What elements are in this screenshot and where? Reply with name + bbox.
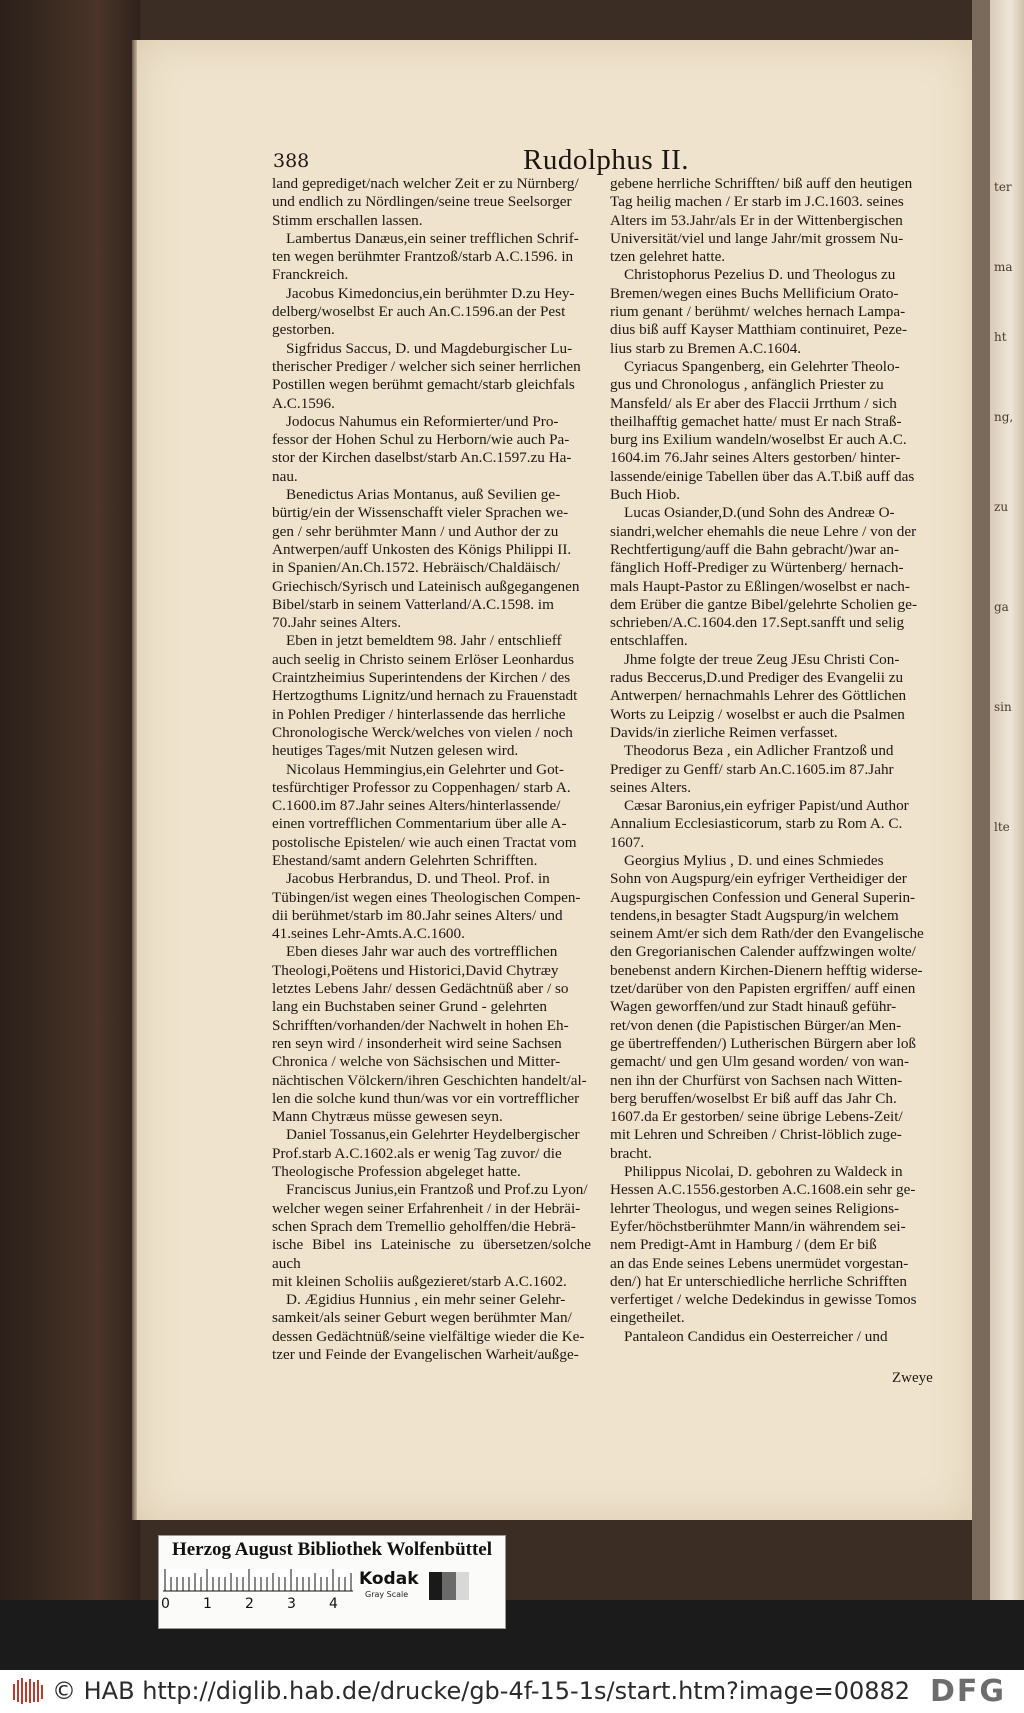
paragraph: Jhme folgte der treue Zeug JEsu Christi Con- radus Beccerus,D.und Prediger des Evangelii zu Antwerpen/ hernachmahls Lehrer des Göttlichen Worts zu Leipzig / woselbst er auch die Psalmen Davids/in zierliche Reimen verfasset. (610, 650, 907, 741)
ruler-label: 4 (329, 1596, 338, 1612)
paragraph: Daniel Tossanus,ein Gelehrter Heydelbergischer Prof.starb A.C.1602.als er wenig Tag zuvor/ die Theologische Profession abgeleget hatte. (272, 1126, 580, 1181)
catchword: Zweye (892, 1370, 933, 1386)
ruler-scale (163, 1569, 353, 1593)
paragraph: Cæsar Baronius,ein eyfriger Papist/und Author Annalium Ecclesiasticorum, starb zu Rom A. C. 1607. (610, 797, 909, 851)
ruler-labels (159, 1596, 359, 1616)
ruler-label: 0 (161, 1596, 170, 1612)
ruler-label: 2 (245, 1596, 254, 1612)
dfg-logo: DFG (930, 1674, 1007, 1709)
facing-page-fragment: ma (994, 260, 1013, 274)
paragraph: D. Ægidius Hunnius , ein mehr seiner Gelehr- samkeit/als seiner Geburt wegen berühmter Man/ dessen Gedächtnüß/seine vielfältige wieder die Ke- tzer und Feinde der Evangelischen Warheit/außge- (272, 1291, 585, 1363)
facing-page-fragment: ng, (994, 410, 1014, 424)
facing-page-fragment: lte (994, 820, 1010, 834)
paragraph: Theodorus Beza , ein Adlicher Frantzoß und Prediger zu Genff/ starb An.C.1605.im 87.Jahr seines Alters. (610, 742, 894, 796)
source-url[interactable]: © HAB http://diglib.hab.de/drucke/gb-4f-15-1s/start.htm?image=00882 (52, 1677, 911, 1705)
book-binding-left (0, 0, 140, 1600)
gray-patch (456, 1572, 469, 1600)
paragraph: Pantaleon Candidus ein Oesterreicher / und (624, 1327, 888, 1345)
barcode-icon (12, 1676, 44, 1706)
gray-scale-label: Gray Scale (365, 1590, 409, 1599)
paragraph: Franciscus Junius,ein Frantzoß und Prof.zu Lyon/ welcher wegen seiner Erfahrenheit / in der Hebräi- schen Sprach dem Tremellio geholffen/die Hebrä- ische Bibel ins Lateinische zu übersetzen/solche auch mit kleinen Scholiis außgezieret/starb A.C.1602. (272, 1181, 591, 1290)
paragraph: Philippus Nicolai, D. gebohren zu Waldeck in Hessen A.C.1556.gestorben A.C.1608.ein sehr ge- lehrter Theologus, und wegen seines Religions- Eyfer/höchstberühmter Mann/in währendem sei- nem Predigt-Amt in Hamburg / (dem Er biß an das Ende seines Lebens unermüdet vorgestan- den/) hat Er unterschiedliche herrliche Schrifften verfertiget / welche Dedekindus in gewisse Tomos eingetheilet. (610, 1163, 917, 1327)
paragraph: Lucas Osiander,D.(und Sohn des Andreæ O- siandri,welcher ehemahls die neue Lehre / von der Rechtfertigung/auff die Bahn gebracht/)war an- fänglich Hoff-Prediger zu Würtenberg/ hernach- mals Haupt-Pastor zu Eßlingen/woselbst er nach- dem Erüber die gantze Bibel/gelehrte Scholien ge- schrieben/A.C.1604.den 17.Sept.sanfft und selig entschlaffen. (610, 504, 918, 650)
paragraph: Jacobus Kimedoncius,ein berühmter D.zu Hey- delberg/woselbst Er auch An.C.1596.an der Pest gestorben. (272, 284, 575, 339)
facing-page-fragment: ter (994, 180, 1012, 194)
paragraph: Cyriacus Spangenberg, ein Gelehrter Theolo- gus und Chronologus , anfänglich Priester zu Mansfeld/ als Er aber des Flaccii Jrrthum / sich theilhafftig gemachet hatte/ must Er nach Straß- burg ins Exilium wandeln/woselbst Er auch A.C. 1604.im 76.Jahr seines Alters gestorben/ hinter- lassende/einige Tabellen über das A.T.biß auff das Buch Hiob. (610, 357, 915, 504)
page-number: 388 (273, 150, 310, 172)
paragraph: Jodocus Nahumus ein Reformierter/und Pro- fessor der Hohen Schul zu Herborn/wie auch Pa- stor der Kirchen daselbst/starb An.C.1597.zu Ha- nau. (272, 412, 572, 485)
paragraph: gebene herrliche Schrifften/ biß auff den heutigen Tag heilig machen / Er starb im J.C.1603. seines Alters im 53.Jahr/als Er in der Wittenbergischen Universität/viel und lange Jahr/mit grossem Nu- tzen gelehret hatte. (610, 175, 913, 266)
paragraph: Nicolaus Hemmingius,ein Gelehrter und Got- tesfürchtiger Professor zu Coppenhagen/ starb A. C.1600.im 87.Jahr seines Alters/hinterlassende/ einen vortrefflichen Commentarium über alle A- postolische Epistelen/ wie auch einen Tractat vom Ehestand/samt andern Gelehrten Schrifften. (272, 760, 577, 869)
text-column-right (610, 175, 936, 1346)
footer-bar (0, 1670, 1024, 1713)
text-column-left (272, 175, 591, 1364)
gray-patch (429, 1572, 442, 1600)
gray-patch (442, 1572, 455, 1600)
facing-page-fragment: zu (994, 500, 1009, 514)
paragraph: Jacobus Herbrandus, D. und Theol. Prof. in Tübingen/ist wegen eines Theologischen Compen- dii berühmet/starb im 80.Jahr seines Alters/ und 41.seines Lehr-Amts.A.C.1600. (272, 870, 581, 943)
library-name: Herzog August Bibliothek Wolfenbüttel (171, 1539, 493, 1560)
facing-page-edge (990, 0, 1024, 1600)
paragraph: land geprediget/nach welcher Zeit er zu Nürnberg/ und endlich zu Nördlingen/seine treue Seelsorger Stimm erschallen lassen. (272, 175, 579, 229)
ruler-label: 3 (287, 1596, 296, 1612)
facing-page-fragment: ht (994, 330, 1007, 344)
book-gutter (972, 0, 992, 1600)
running-head: Rudolphus II. (523, 144, 689, 176)
color-calibration-card (158, 1535, 506, 1629)
paragraph: Benedictus Arias Montanus, auß Sevilien ge- bürtig/ein der Wissenschafft vieler Sprachen we- gen / sehr berühmter Mann / und Author der zu Antwerpen/auff Unkosten des Königs Philippi II. in Spanien/An.Ch.1572. Hebräisch/Chaldäisch/ Griechisch/Syrisch und Lateinisch außgegangenen Bibel/starb in seinem Vatterland/A.C.1598. im 70.Jahr seines Alters. (272, 486, 580, 632)
paragraph: Eben dieses Jahr war auch des vortrefflichen Theologi,Poëtens und Historici,David Chytræy letztes Lebens Jahr/ dessen Gedächtnüß aber / so lang ein Buchstaben seiner Grund - gelehrten Schrifften/vorhanden/der Nachwelt in hohen Eh- ren seyn wird / insonderheit wird seine Sachsen Chronica / welche von Sächsischen und Mitter- nächtischen Völckern/ihren Geschichten handelt/al- len die solche kund thun/was vor ein vortrefflicher Mann Chytræus müsse gewesen seyn. (272, 943, 587, 1126)
paragraph: Eben in jetzt bemeldtem 98. Jahr / entschlieff auch seelig in Christo seinem Erlöser Leonhardus Craintzheimius Superintendens der Kirchen / des Hertzogthums Lignitz/und hernach zu Frauenstadt in Pohlen Prediger / hinterlassende das herrliche Chronologische Werck/welches von vielen / noch heutiges Tages/mit Nutzen gelesen wird. (272, 632, 578, 760)
paragraph: Georgius Mylius , D. und eines Schmiedes Sohn von Augspurg/ein eyfriger Vertheidiger der Augspurgischen Confession und General Superin- tendens,in besagter Stadt Augspurg/in welchem seinem Amt/er sich dem Rath/der den Evangelische den Gregorianischen Calender auffzwingen wolte/ benebenst andern Kirchen-Dienern hefftig widerse- tzet/darüber von den Papisten ergriffen/ auff einen Wagen geworffen/und zur Stadt hinauß geführ- ret/von denen (die Papistischen Bürger/an Men- ge übertreffenden/) Lutherischen Bürgern aber loß gemacht/ und gen Ulm gesand worden/ von wan- nen ihn der Churfürst von Sachsen nach Witten- berg beruffen/woselbst Er biß auff das Jahr Ch. 1607.da Er gestorben/ seine übrige Lebens-Zeit/ mit Lehren und Schreiben / Christ-löblich zuge- bracht. (610, 851, 924, 1162)
facing-page-fragment: sin (994, 700, 1012, 714)
gray-scale-patches (429, 1572, 469, 1600)
kodak-logo: Kodak (359, 1569, 419, 1589)
paragraph: Sigfridus Saccus, D. und Magdeburgischer Lu- therischer Prediger / welcher sich seiner herrlichen Postillen wegen berühmt gemacht/starb gleichfals A.C.1596. (272, 339, 581, 412)
paragraph: Christophorus Pezelius D. und Theologus zu Bremen/wegen eines Buchs Mellificium Orato- rium genant / berühmt/ welches hernach Lampa- dius biß auff Kayser Matthiam continuiret, Peze- lius starb zu Bremen A.C.1604. (610, 266, 908, 357)
ruler-label: 1 (203, 1596, 212, 1612)
facing-page-fragment: ga (994, 600, 1009, 614)
paragraph: Lambertus Danæus,ein seiner trefflichen Schrif- ten wegen berühmter Frantzoß/starb A.C.1596. in Franckreich. (272, 229, 579, 284)
